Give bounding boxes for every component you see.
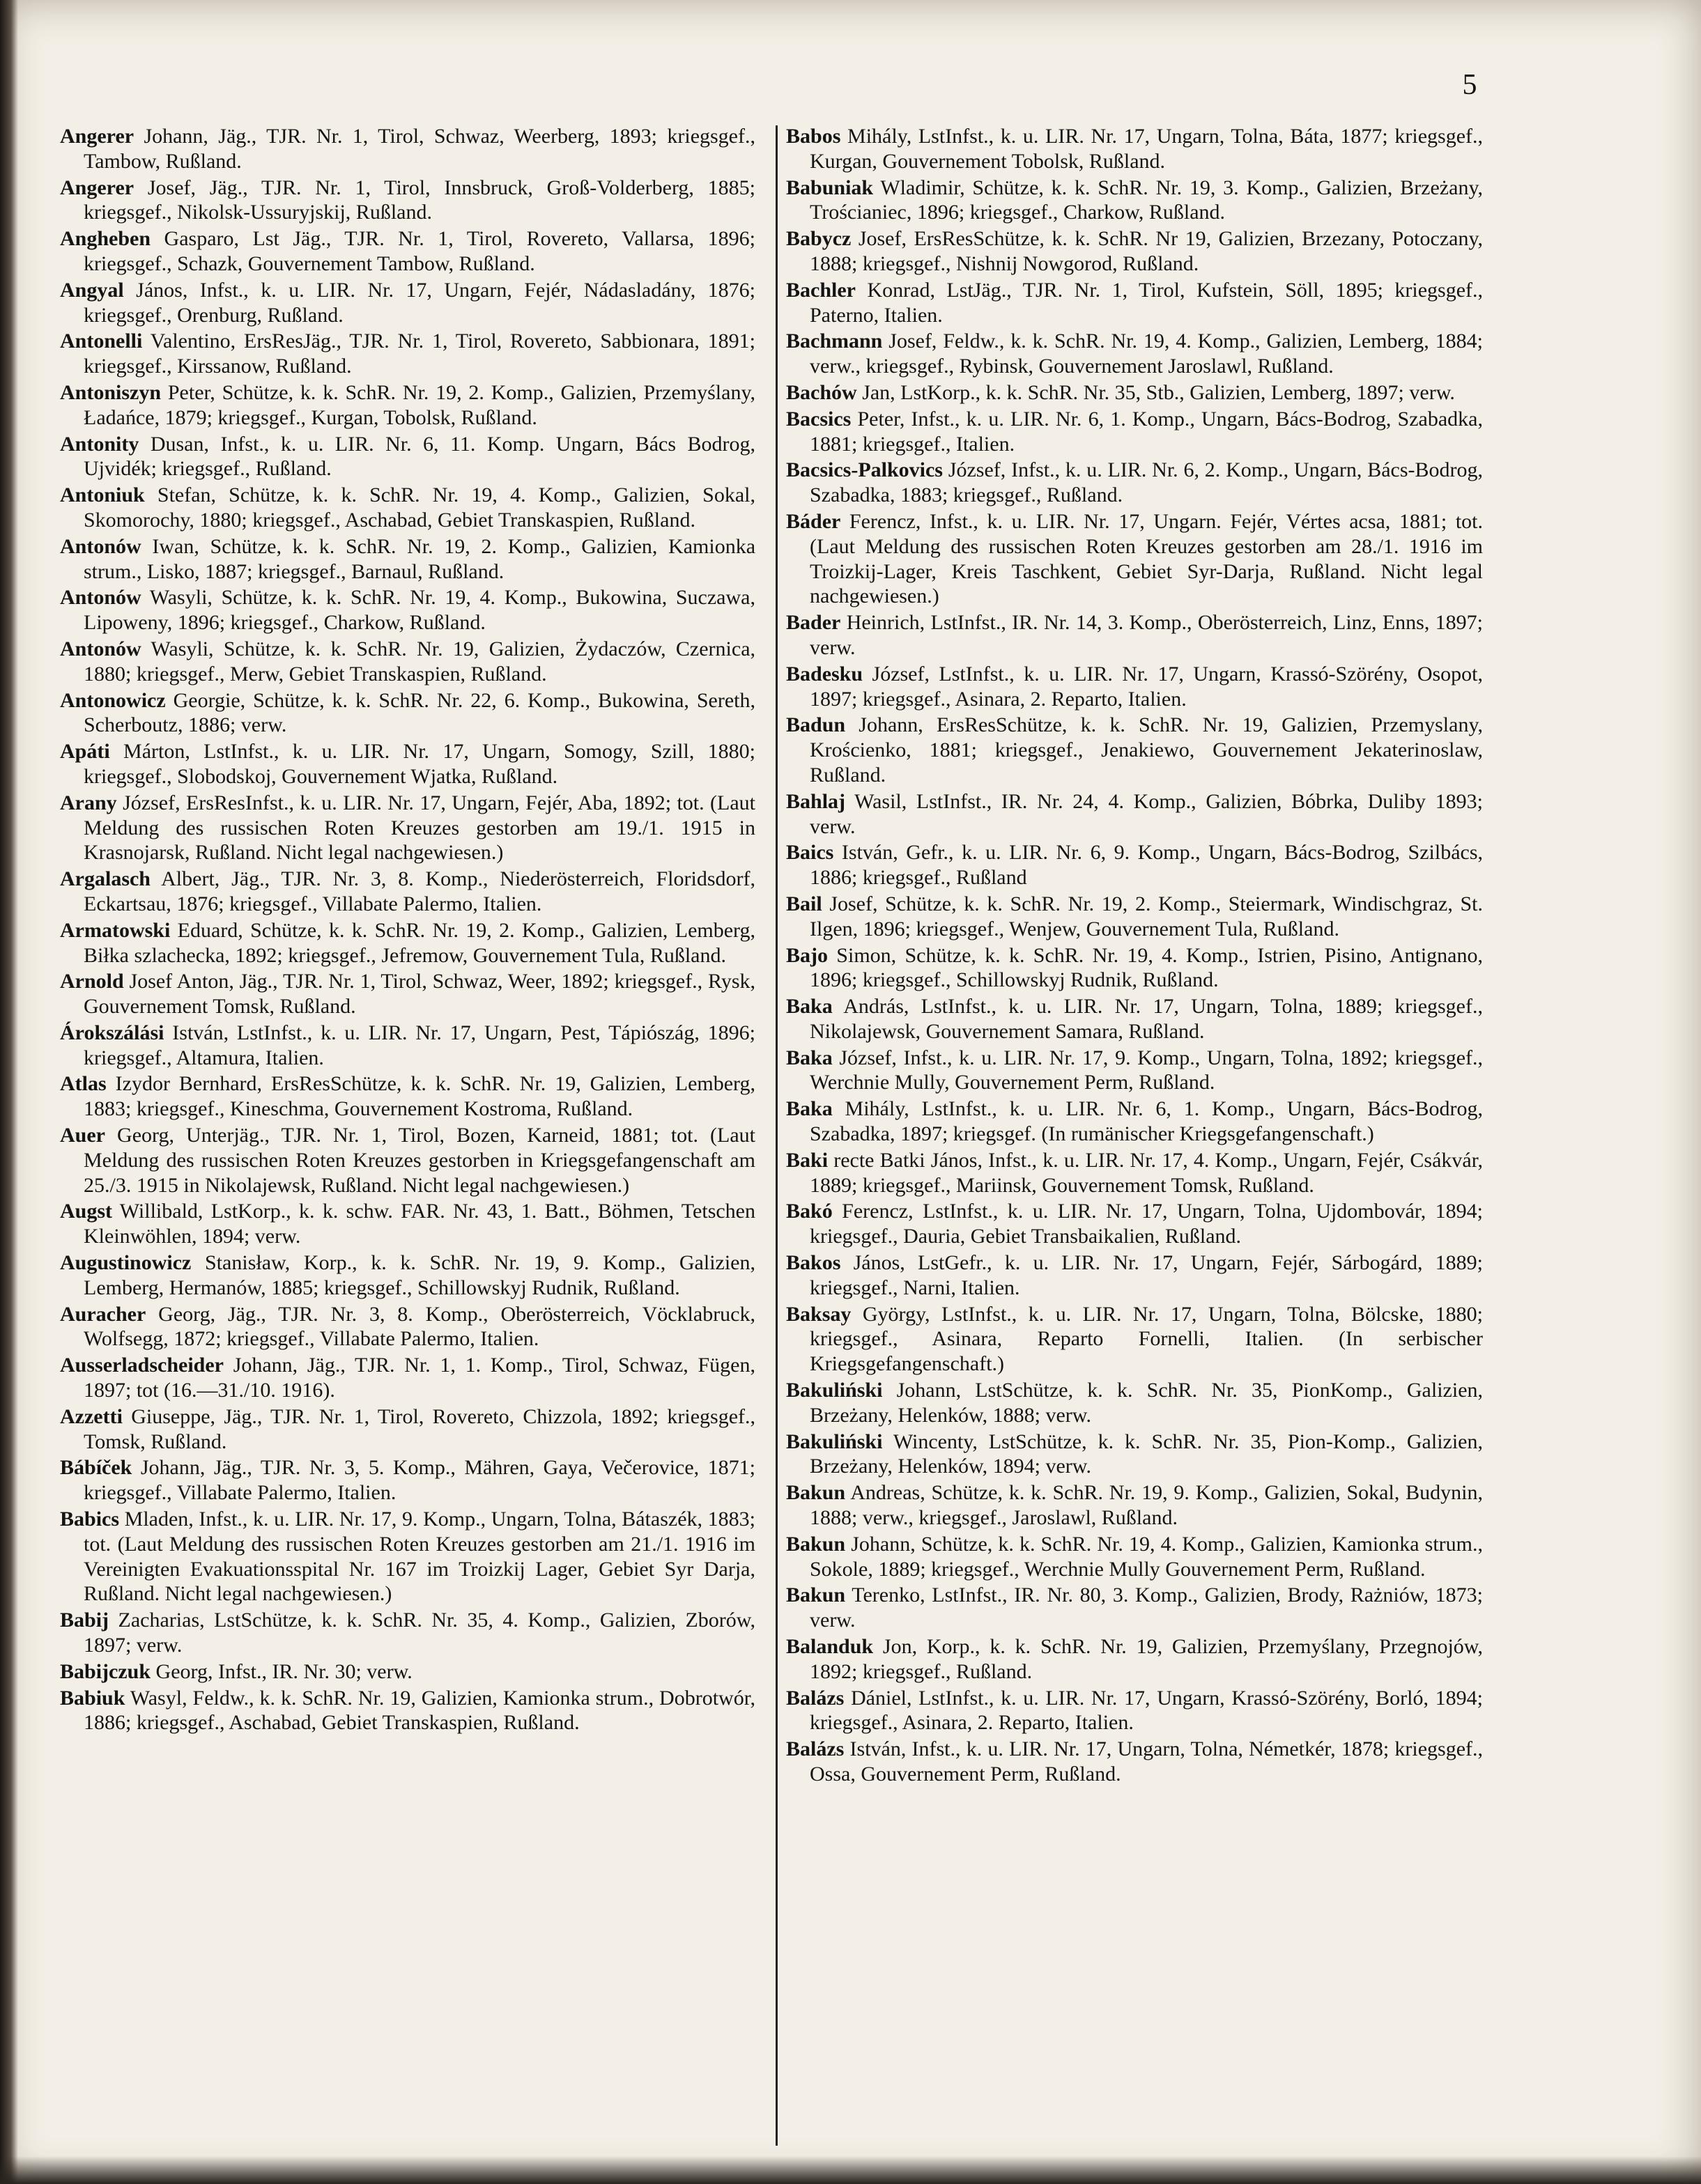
entry-surname: Antoniszyn	[60, 380, 162, 404]
list-entry	[786, 380, 1483, 405]
list-entry	[786, 329, 1483, 379]
entry-details: Josef, Schütze, k. k. SchR. Nr. 19, 2. Komp., Steiermark, Windischgraz, St. Ilgen, 1896; kriegsgef., Wenjew, Gouvernement Tula, Rußland.	[810, 892, 1483, 940]
entry-surname: Arany	[60, 791, 117, 814]
entry-surname: Balázs	[786, 1737, 845, 1761]
list-entry	[786, 713, 1483, 787]
entry-surname: Balanduk	[786, 1635, 874, 1659]
list-entry	[60, 1608, 755, 1658]
entry-surname: Auracher	[60, 1302, 146, 1326]
entry-details: Dániel, LstInfst., k. u. LIR. Nr. 17, Ungarn, Krassó-Szörény, Borló, 1894; kriegsgef., Asinara, 2. Reparto, Italien.	[810, 1686, 1483, 1735]
scan-edge-left	[0, 0, 18, 2184]
entry-surname: Bakuliński	[786, 1430, 883, 1453]
entry-surname: Bajo	[786, 943, 828, 967]
entry-details: Wladimir, Schütze, k. k. SchR. Nr. 19, 3. Komp., Galizien, Brzeżany, Trościaniec, 1896; kriegsgef., Charkow, Rußland.	[810, 176, 1483, 224]
entry-surname: Ausserladscheider	[60, 1354, 224, 1377]
list-entry	[786, 1634, 1483, 1685]
entry-details: Mihály, LstInfst., k. u. LIR. Nr. 6, 1. Komp., Ungarn, Bács-Bodrog, Szabadka, 1897; kriegsgef. (In rumänischer Kriegsgefangenschaft.)	[810, 1097, 1484, 1146]
list-entry	[786, 1430, 1483, 1480]
entry-surname: Baics	[786, 841, 834, 865]
entry-details: Johann, Jäg., TJR. Nr. 1, Tirol, Schwaz, Weerberg, 1893; kriegsgef., Tambow, Rußland.	[84, 125, 755, 173]
list-entry	[786, 458, 1483, 508]
list-entry	[786, 1480, 1483, 1531]
entry-surname: Bábíček	[60, 1456, 132, 1480]
list-entry	[60, 278, 755, 328]
entry-details: István, LstInfst., k. u. LIR. Nr. 17, Ungarn, Pest, Tápiószág, 1896; kriegsgef., Altamura, Italien.	[84, 1021, 755, 1069]
entry-details: János, LstGefr., k. u. LIR. Nr. 17, Ungarn, Fejér, Sárbogárd, 1889; kriegsgef., Narni, Italien.	[810, 1251, 1484, 1299]
entry-surname: Bakun	[786, 1481, 846, 1505]
list-entry	[60, 1071, 755, 1122]
entry-surname: Augustinowicz	[60, 1251, 192, 1275]
list-entry	[786, 407, 1483, 457]
entry-details: Ferencz, LstInfst., k. u. LIR. Nr. 17, Ungarn, Tolna, Ujdombovár, 1894; kriegsgef., Dauria, Gebiet Transbaikalien, Rußland.	[810, 1200, 1484, 1248]
entry-surname: Badesku	[786, 662, 863, 686]
entry-surname: Arnold	[60, 970, 124, 993]
entry-surname: Antoniuk	[60, 483, 145, 507]
entry-surname: Bakó	[786, 1200, 833, 1223]
entry-surname: Bail	[786, 892, 822, 915]
entry-surname: Babics	[60, 1508, 120, 1531]
entry-surname: Bachler	[786, 278, 856, 302]
entry-surname: Antonów	[60, 586, 141, 610]
entry-details: József, ErsResInfst., k. u. LIR. Nr. 17, Ungarn, Fejér, Aba, 1892; tot. (Laut Meldung des russischen Roten Kreuzes gestorben am 19./1. 1915 in Krasnojarsk, Rußland. Nicht legal nachgewiesen.)	[84, 791, 756, 865]
list-entry	[60, 918, 755, 968]
entry-details: Eduard, Schütze, k. k. SchR. Nr. 19, 2. Komp., Galizien, Lemberg, Biłka szlachecka, 1892; kriegsgef., Jefremow, Gouvernement Tula, Rußland.	[84, 918, 756, 967]
entry-surname: Antonowicz	[60, 688, 166, 712]
list-entry	[786, 124, 1483, 174]
list-entry	[786, 226, 1483, 277]
entry-details: Stefan, Schütze, k. k. SchR. Nr. 19, 4. Komp., Galizien, Sokal, Skomorochy, 1880; kriegsgef., Aschabad, Gebiet Transkaspien, Rußland.	[84, 483, 755, 532]
list-entry	[786, 1250, 1483, 1301]
entry-surname: Báder	[786, 509, 841, 533]
entry-details: Jan, LstKorp., k. k. SchR. Nr. 35, Stb., Galizien, Lemberg, 1897; verw.	[862, 380, 1455, 404]
entry-details: Peter, Schütze, k. k. SchR. Nr. 19, 2. Komp., Galizien, Przemyślany, Ładańce, 1879; kriegsgef., Kurgan, Tobolsk, Rußland.	[84, 380, 755, 429]
entry-details: Josef Anton, Jäg., TJR. Nr. 1, Tirol, Schwaz, Weer, 1892; kriegsgef., Rysk, Gouvernement Tomsk, Rußland.	[84, 970, 755, 1019]
list-entry	[786, 278, 1483, 328]
list-entry	[60, 483, 755, 533]
list-entry	[786, 610, 1483, 660]
entry-surname: Balázs	[786, 1686, 845, 1710]
entry-surname: Augst	[60, 1200, 113, 1223]
entry-details: Dusan, Infst., k. u. LIR. Nr. 6, 11. Komp. Ungarn, Bács Bodrog, Ujvidék; kriegsgef., Rußland.	[84, 432, 755, 481]
entry-details: Josef, Feldw., k. k. SchR. Nr. 19, 4. Komp., Galizien, Lemberg, 1884; verw., kriegsgef., Rybinsk, Gouvernement Jaroslawl, Rußland.	[810, 330, 1483, 378]
entry-surname: Babycz	[786, 227, 852, 251]
entry-details: Wasil, LstInfst., IR. Nr. 24, 4. Komp., Galizien, Bóbrka, Duliby 1893; verw.	[810, 789, 1483, 838]
entry-details: József, LstInfst., k. u. LIR. Nr. 17, Ungarn, Krassó-Szörény, Osopot, 1897; kriegsgef., Asinara, 2. Reparto, Italien.	[810, 662, 1484, 711]
entry-surname: Baka	[786, 1097, 833, 1121]
entry-surname: Baka	[786, 1046, 833, 1069]
entry-surname: Bakuliński	[786, 1379, 883, 1402]
entry-details: Albert, Jäg., TJR. Nr. 3, 8. Komp., Niederösterreich, Floridsdorf, Eckartsau, 1876; kriegsgef., Villabate Palermo, Italien.	[84, 867, 755, 915]
list-entry	[60, 1686, 755, 1736]
list-entry	[786, 1148, 1483, 1198]
entry-surname: Apáti	[60, 740, 110, 764]
entry-surname: Atlas	[60, 1072, 107, 1096]
list-entry	[786, 1532, 1483, 1582]
entry-details: Willibald, LstKorp., k. k. schw. FAR. Nr. 43, 1. Batt., Böhmen, Tetschen Kleinwöhlen, 1894; verw.	[84, 1200, 755, 1248]
list-entry	[60, 585, 755, 635]
entry-details: István, Gefr., k. u. LIR. Nr. 6, 9. Komp., Ungarn, Bács-Bodrog, Szilbács, 1886; kriegsgef., Rußland	[810, 841, 1484, 890]
list-entry	[60, 1199, 755, 1249]
list-entry	[60, 739, 755, 789]
entry-surname: Babos	[786, 125, 841, 148]
list-entry	[786, 789, 1483, 839]
list-entry	[60, 1250, 755, 1301]
entry-details: Johann, Schütze, k. k. SchR. Nr. 19, 4. Komp., Galizien, Kamionka strum., Sokole, 1889; kriegsgef., Werchnie Mully Gouvernement Perm, Rußland.	[810, 1532, 1484, 1581]
entry-surname: Árokszálási	[60, 1021, 164, 1044]
entry-details: Andreas, Schütze, k. k. SchR. Nr. 19, 9. Komp., Galizien, Sokal, Budynin, 1888; verw., kriegsgef., Jaroslawl, Rußland.	[810, 1481, 1483, 1530]
entry-details: István, Infst., k. u. LIR. Nr. 17, Ungarn, Tolna, Németkér, 1878; kriegsgef., Ossa, Gouvernement Perm, Rußland.	[810, 1737, 1484, 1786]
list-entry	[786, 1302, 1483, 1377]
entry-details: Iwan, Schütze, k. k. SchR. Nr. 19, 2. Komp., Galizien, Kamionka strum., Lisko, 1887; kriegsgef., Barnaul, Rußland.	[84, 534, 756, 583]
list-entry	[786, 1097, 1483, 1147]
list-entry	[786, 840, 1483, 890]
list-entry	[60, 791, 755, 865]
list-entry	[60, 1021, 755, 1071]
entry-details: Johann, LstSchütze, k. k. SchR. Nr. 35, PionKomp., Galizien, Brzeżany, Helenków, 1888; verw.	[810, 1379, 1484, 1427]
entry-details: Ferencz, Infst., k. u. LIR. Nr. 17, Ungarn. Fejér, Vértes acsa, 1881; tot. (Laut Meldung des russischen Roten Kreuzes gestorben am 28./1. 1916 im Troizkij-Lager, Kreis Taschkent, Gebiet Syr-Darja, Rußland. Nicht legal nachgewiesen.)	[810, 509, 1484, 608]
list-entry	[60, 1455, 755, 1505]
entry-details: György, LstInfst., k. u. LIR. Nr. 17, Ungarn, Tolna, Bölcske, 1880; kriegsgef., Asinara, Reparto Fornelli, Italien. (In serbischer Kriegsgefangenschaft.)	[810, 1302, 1483, 1376]
entry-surname: Babij	[60, 1609, 109, 1632]
list-entry	[60, 1302, 755, 1352]
entry-details: András, LstInfst., k. u. LIR. Nr. 17, Ungarn, Tolna, 1889; kriegsgef., Nikolajewsk, Gouvernement Samara, Rußland.	[810, 995, 1483, 1043]
list-entry	[60, 380, 755, 431]
entry-details: recte Batki János, Infst., k. u. LIR. Nr. 17, 4. Komp., Ungarn, Fejér, Csákvár, 1889; kriegsgef., Mariinsk, Gouvernement Tomsk, Rußland.	[810, 1148, 1484, 1197]
entry-surname: Bakun	[786, 1532, 846, 1556]
entry-surname: Bachmann	[786, 330, 883, 353]
entry-surname: Bakun	[786, 1583, 846, 1607]
entry-details: Johann, Jäg., TJR. Nr. 1, 1. Komp., Tirol, Schwaz, Fügen, 1897; tot (16.—31./10. 1916).	[84, 1354, 755, 1402]
list-entry	[60, 329, 755, 379]
list-entry	[786, 1686, 1483, 1736]
scan-edge-bottom	[0, 2156, 1701, 2184]
entry-surname: Bader	[786, 611, 841, 635]
entry-details: Izydor Bernhard, ErsResSchütze, k. k. SchR. Nr. 19, Galizien, Lemberg, 1883; kriegsgef., Kineschma, Gouvernement Kostroma, Rußland.	[84, 1072, 755, 1121]
entry-details: Zacharias, LstSchütze, k. k. SchR. Nr. 35, 4. Komp., Galizien, Zborów, 1897; verw.	[84, 1609, 756, 1657]
list-entry	[60, 226, 755, 277]
list-entry	[786, 943, 1483, 993]
entry-surname: Antonów	[60, 637, 141, 660]
entry-surname: Bakos	[786, 1251, 841, 1275]
entry-details: Giuseppe, Jäg., TJR. Nr. 1, Tirol, Rovereto, Chizzola, 1892; kriegsgef., Tomsk, Rußland.	[84, 1404, 756, 1453]
entry-surname: Auer	[60, 1124, 105, 1147]
entry-surname: Antonity	[60, 432, 139, 456]
entry-surname: Armatowski	[60, 918, 171, 942]
entry-surname: Angerer	[60, 125, 134, 148]
entry-details: Valentino, ErsResJäg., TJR. Nr. 1, Tirol, Rovereto, Sabbionara, 1891; kriegsgef., Kirssanow, Rußland.	[84, 330, 755, 378]
entry-details: Simon, Schütze, k. k. SchR. Nr. 19, 4. Komp., Istrien, Pisino, Antignano, 1896; kriegsgef., Schillowskyj Rudnik, Rußland.	[810, 943, 1484, 992]
entry-details: Josef, Jäg., TJR. Nr. 1, Tirol, Innsbruck, Groß-Volderberg, 1885; kriegsgef., Nikolsk-Ussuryjskij, Rußland.	[84, 176, 756, 224]
entry-details: Konrad, LstJäg., TJR. Nr. 1, Tirol, Kufstein, Söll, 1895; kriegsgef., Paterno, Italien.	[810, 278, 1484, 327]
page-number: 5	[1462, 69, 1477, 101]
list-entry	[60, 124, 755, 174]
entry-surname: Bachów	[786, 380, 857, 404]
list-entry	[786, 1378, 1483, 1428]
list-entry	[60, 688, 755, 738]
entry-surname: Baksay	[786, 1302, 852, 1326]
entry-details: Wasyl, Feldw., k. k. SchR. Nr. 19, Galizien, Kamionka strum., Dobrotwór, 1886; kriegsgef., Aschabad, Gebiet Transkaspien, Rußland.	[84, 1686, 755, 1735]
list-entry	[786, 662, 1483, 712]
entry-surname: Bacsics-Palkovics	[786, 458, 943, 482]
right-column	[786, 124, 1483, 1788]
entry-details: Josef, ErsResSchütze, k. k. SchR. Nr 19, Galizien, Brzezany, Potoczany, 1888; kriegsgef., Nishnij Nowgorod, Rußland.	[810, 227, 1483, 275]
entry-details: Terenko, LstInfst., IR. Nr. 80, 3. Komp., Galizien, Brody, Rażniów, 1873; verw.	[810, 1583, 1483, 1632]
entry-details: Georg, Infst., IR. Nr. 30; verw.	[155, 1659, 413, 1683]
list-entry	[60, 1404, 755, 1455]
entry-details: Johann, Jäg., TJR. Nr. 3, 5. Komp., Mähren, Gaya, Večerovice, 1871; kriegsgef., Villabate Palermo, Italien.	[84, 1456, 756, 1505]
entry-surname: Angerer	[60, 176, 134, 199]
entry-details: Georgie, Schütze, k. k. SchR. Nr. 22, 6. Komp., Bukowina, Sereth, Scherboutz, 1886; verw.	[84, 688, 755, 737]
list-entry	[60, 1353, 755, 1403]
entry-surname: Bacsics	[786, 407, 852, 431]
list-entry	[786, 994, 1483, 1044]
entry-details: Georg, Unterjäg., TJR. Nr. 1, Tirol, Bozen, Karneid, 1881; tot. (Laut Meldung des russischen Roten Kreuzes gestorben in Kriegsgefangenschaft am 25./3. 1915 in Nikolajewsk, Rußland. Nicht legal nachgewiesen.)	[84, 1124, 756, 1197]
entry-details: Georg, Jäg., TJR. Nr. 3, 8. Komp., Oberösterreich, Vöcklabruck, Wolfsegg, 1872; kriegsgef., Villabate Palermo, Italien.	[84, 1302, 755, 1351]
entry-details: Mladen, Infst., k. u. LIR. Nr. 17, 9. Komp., Ungarn, Tolna, Bátaszék, 1883; tot. (Laut Meldung des russischen Roten Kreuzes gestorben am 21./1. 1916 im Vereinigten Evakuationsspital Nr. 167 im Troizkij Lager, Gebiet Syr Darja, Rußland. Nicht legal nachgewiesen.)	[84, 1508, 755, 1606]
entry-details: Heinrich, LstInfst., IR. Nr. 14, 3. Komp., Oberösterreich, Linz, Enns, 1897; verw.	[810, 611, 1484, 659]
list-entry	[60, 432, 755, 482]
left-column	[60, 124, 755, 1737]
entry-surname: Babijczuk	[60, 1659, 151, 1683]
entry-surname: Argalasch	[60, 867, 151, 891]
column-divider	[776, 125, 778, 2146]
entry-surname: Baka	[786, 995, 833, 1019]
entry-surname: Antonów	[60, 534, 141, 558]
entry-details: József, Infst., k. u. LIR. Nr. 17, 9. Komp., Ungarn, Tolna, 1892; kriegsgef., Werchnie Mully, Gouvernement Perm, Rußland.	[810, 1046, 1483, 1094]
entry-surname: Angheben	[60, 227, 151, 251]
entry-details: Wasyli, Schütze, k. k. SchR. Nr. 19, Galizien, Żydaczów, Czernica, 1880; kriegsgef., Merw, Gebiet Transkaspien, Rußland.	[84, 637, 756, 686]
entry-details: Mihály, LstInfst., k. u. LIR. Nr. 17, Ungarn, Tolna, Báta, 1877; kriegsgef., Kurgan, Gouvernement Tobolsk, Rußland.	[810, 125, 1484, 173]
entry-surname: Baki	[786, 1148, 829, 1172]
list-entry	[786, 1199, 1483, 1249]
entry-details: Gasparo, Lst Jäg., TJR. Nr. 1, Tirol, Rovereto, Vallarsa, 1896; kriegsgef., Schazk, Gouvernement Tambow, Rußland.	[84, 227, 755, 275]
entry-surname: Azzetti	[60, 1404, 123, 1428]
entry-surname: Antonelli	[60, 330, 143, 353]
list-entry	[60, 1507, 755, 1606]
entry-surname: Babiuk	[60, 1686, 125, 1710]
list-entry	[60, 176, 755, 226]
entry-surname: Angyal	[60, 278, 124, 302]
list-entry	[786, 1583, 1483, 1633]
entry-details: Peter, Infst., k. u. LIR. Nr. 6, 1. Komp., Ungarn, Bács-Bodrog, Szabadka, 1881; kriegsgef., Italien.	[810, 407, 1483, 456]
list-entry	[786, 176, 1483, 226]
list-entry	[786, 892, 1483, 942]
entry-details: János, Infst., k. u. LIR. Nr. 17, Ungarn, Fejér, Nádasladány, 1876; kriegsgef., Orenburg, Rußland.	[84, 278, 756, 327]
list-entry	[60, 1659, 755, 1685]
list-entry	[60, 534, 755, 584]
entry-surname: Badun	[786, 713, 846, 737]
entry-details: Wincenty, LstSchütze, k. k. SchR. Nr. 35, Pion-Komp., Galizien, Brzeżany, Helenków, 1894; verw.	[810, 1430, 1484, 1478]
entry-details: Jon, Korp., k. k. SchR. Nr. 19, Galizien, Przemyślany, Przegnojów, 1892; kriegsgef., Rußland.	[810, 1635, 1483, 1683]
entry-details: József, Infst., k. u. LIR. Nr. 6, 2. Komp., Ungarn, Bács-Bodrog, Szabadka, 1883; kriegsgef., Rußland.	[810, 458, 1483, 507]
list-entry	[60, 867, 755, 917]
list-entry	[786, 1046, 1483, 1096]
entry-surname: Bahlaj	[786, 789, 846, 813]
list-entry	[786, 1737, 1483, 1787]
entry-surname: Babuniak	[786, 176, 874, 199]
list-entry	[786, 509, 1483, 609]
list-entry	[60, 1123, 755, 1198]
list-entry	[60, 637, 755, 687]
entry-details: Wasyli, Schütze, k. k. SchR. Nr. 19, 4. Komp., Bukowina, Suczawa, Lipoweny, 1896; kriegsgef., Charkow, Rußland.	[84, 586, 755, 635]
entry-details: Stanisław, Korp., k. k. SchR. Nr. 19, 9. Komp., Galizien, Lemberg, Hermanów, 1885; kriegsgef., Schillowskyj Rudnik, Rußland.	[84, 1251, 756, 1299]
entry-details: Johann, ErsResSchütze, k. k. SchR. Nr. 19, Galizien, Przemyslany, Krościenko, 1881; kriegsgef., Jenakiewo, Gouvernement Jekaterinoslaw, Rußland.	[810, 713, 1483, 787]
list-entry	[60, 969, 755, 1019]
entry-details: Márton, LstInfst., k. u. LIR. Nr. 17, Ungarn, Somogy, Szill, 1880; kriegsgef., Slobodskoj, Gouvernement Wjatka, Rußland.	[84, 740, 756, 788]
